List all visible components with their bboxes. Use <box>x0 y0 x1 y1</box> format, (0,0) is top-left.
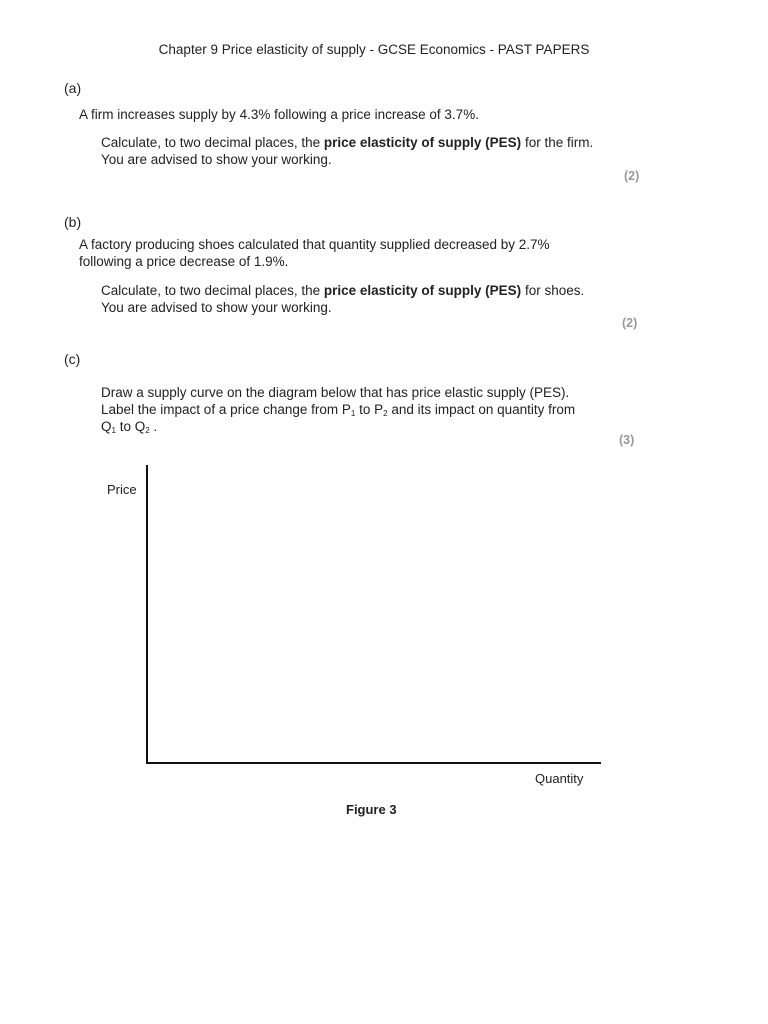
figure-caption: Figure 3 <box>346 802 397 817</box>
part-a-marks: (2) <box>624 169 640 183</box>
part-c-line3-b: to Q <box>115 419 146 434</box>
q2-subscript: 2 <box>145 426 150 435</box>
part-c-line2-b: to P <box>355 402 384 417</box>
part-c-line3-c: . <box>149 419 158 434</box>
part-b-instruction <box>101 282 584 299</box>
p2-subscript: 2 <box>383 409 388 418</box>
y-axis-line <box>146 465 148 764</box>
part-c-label: (c) <box>64 351 81 367</box>
q1-subscript: 1 <box>111 426 116 435</box>
x-axis-line <box>146 762 601 764</box>
part-c-line2 <box>101 401 575 422</box>
part-a-working-note: You are advised to show your working. <box>101 152 332 167</box>
part-a-instruction-bold: price elasticity of supply (PES) <box>323 135 522 150</box>
part-c-line2-a: Label the impact of a price change from P <box>101 402 351 417</box>
part-c-line2-c: and its impact on quantity from <box>387 402 576 417</box>
x-axis-label: Quantity <box>535 771 584 786</box>
part-b-stem-line1: A factory producing shoes calculated that quantity supplied decreased by 2.7% <box>79 237 550 252</box>
part-c-line3-a: Q <box>101 419 112 434</box>
part-a-instruction <box>101 134 593 151</box>
p1-subscript: 1 <box>350 409 356 418</box>
part-a-stem: A firm increases supply by 4.3% following a price increase of 3.7%. <box>79 107 479 122</box>
part-b-marks: (2) <box>622 316 638 330</box>
part-b-instruction-pre: Calculate, to two decimal places, the <box>101 283 324 298</box>
part-a-instruction-post: for the firm. <box>521 135 594 150</box>
part-c-line3 <box>101 418 157 439</box>
part-b-label: (b) <box>64 214 82 230</box>
part-b-instruction-post: for shoes. <box>521 283 585 298</box>
part-b-instruction-bold: price elasticity of supply (PES) <box>323 283 522 298</box>
part-b-stem-line2: following a price decrease of 1.9%. <box>79 254 289 269</box>
part-a-label: (a) <box>64 80 82 96</box>
part-a-instruction-pre: Calculate, to two decimal places, the <box>101 135 324 150</box>
page-header: Chapter 9 Price elasticity of supply - GCSE Economics - PAST PAPERS <box>158 42 590 57</box>
part-c-line1: Draw a supply curve on the diagram below that has price elastic supply (PES). <box>101 385 570 400</box>
part-c-marks: (3) <box>619 433 635 447</box>
part-b-working-note: You are advised to show your working. <box>101 300 332 315</box>
y-axis-label: Price <box>107 482 137 497</box>
